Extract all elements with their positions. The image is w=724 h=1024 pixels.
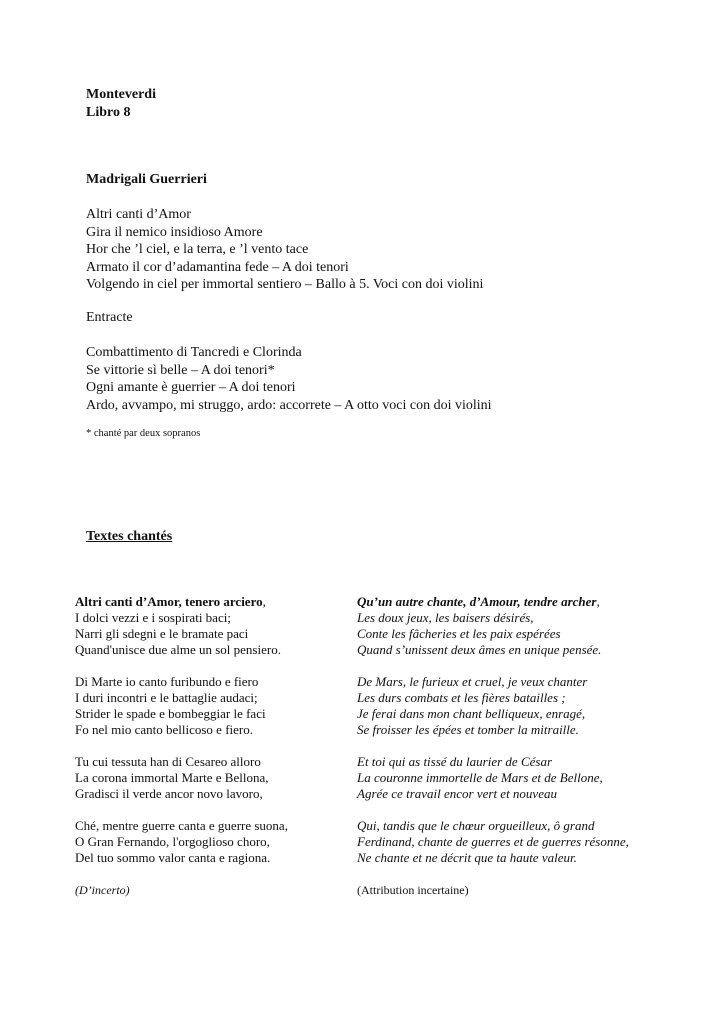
first-line-punct: , — [262, 594, 266, 609]
italian-lyrics — [75, 594, 335, 898]
lyric-line: Se froisser les épées et tomber la mitraille. — [357, 722, 579, 737]
lyric-line: La couronne immortelle de Mars et de Bellone, — [357, 770, 603, 785]
lyric-line: La corona immortal Marte e Bellona, — [75, 770, 269, 785]
lyric-line: O Gran Fernando, l'orgoglioso choro, — [75, 834, 270, 849]
lyric-line: Fo nel mio canto bellicoso e fiero. — [75, 722, 253, 737]
french-stanza-1 — [357, 594, 677, 658]
lyric-line: De Mars, le furieux et cruel, je veux chanter — [357, 674, 588, 689]
lyric-line: Quand s’unissent deux âmes en unique pensée. — [357, 642, 602, 657]
lyric-line: I duri incontri e le battaglie audaci; — [75, 690, 258, 705]
french-stanza-4 — [357, 818, 677, 866]
italian-attribution: (D’incerto) — [75, 883, 130, 897]
textes-title: Textes chantés — [86, 529, 173, 544]
program-item: Se vittorie sì belle – A doi tenori* — [86, 362, 275, 378]
lyric-line: Narri gli sdegni e le bramate paci — [75, 626, 249, 641]
lyric-line: Qui, tandis que le chœur orgueilleux, ô grand — [357, 818, 595, 833]
lyric-line: Strider le spade e bombeggiar le faci — [75, 706, 266, 721]
french-translation — [357, 594, 677, 898]
italian-stanza-1 — [75, 594, 335, 658]
program-item: Armato il cor d’adamantina fede – A doi tenori — [86, 259, 349, 275]
program-item: Ogni amante è guerrier – A doi tenori — [86, 380, 296, 395]
lyric-line: Les durs combats et les fières batailles ; — [357, 690, 566, 705]
program-part1 — [86, 206, 483, 294]
lyric-line: Les doux jeux, les baisers désirés, — [357, 610, 534, 625]
program-item: Altri canti d’Amor — [86, 207, 191, 222]
lyric-line: Ferdinand, chante de guerres et de guerres résonne, — [357, 834, 629, 849]
italian-stanza-2 — [75, 674, 335, 738]
lyric-line: Di Marte io canto furibundo e fiero — [75, 674, 259, 689]
footnote: * chanté par deux sopranos — [86, 428, 201, 439]
document-header — [86, 86, 156, 122]
first-line-punct: , — [596, 594, 600, 609]
lyric-line: Quand'unisce due alme un sol pensiero. — [75, 642, 281, 657]
lyric-line: Tu cui tessuta han di Cesareo alloro — [75, 754, 261, 769]
program-item: Gira il nemico insidioso Amore — [86, 224, 263, 240]
french-stanza-2 — [357, 674, 677, 738]
lyric-line: I dolci vezzi e i sospirati baci; — [75, 610, 231, 625]
program-title: Madrigali Guerrieri — [86, 172, 207, 187]
program-item: Volgendo in ciel per immortal sentiero – Ballo à 5. Voci con doi violini — [86, 277, 484, 292]
lyric-line: Et toi qui as tissé du laurier de César — [357, 754, 552, 769]
lyric-line: Je ferai dans mon chant belliqueux, enragé, — [357, 706, 586, 721]
lyric-line: Del tuo sommo valor canta e ragiona. — [75, 850, 271, 865]
entracte-label: Entracte — [86, 310, 133, 325]
composer-name: Monteverdi — [86, 87, 156, 102]
program-item: Combattimento di Tancredi e Clorinda — [86, 345, 302, 360]
lyric-line: Ne chante et ne décrit que ta haute valeur. — [357, 850, 577, 865]
program-part2 — [86, 344, 492, 414]
lyric-line — [75, 594, 335, 610]
lyric-line: Ché, mentre guerre canta e guerre suona, — [75, 818, 288, 833]
italian-stanza-4 — [75, 818, 335, 866]
italian-stanza-3 — [75, 754, 335, 802]
program-item: Hor che ’l ciel, e la terra, e ’l vento tace — [86, 242, 309, 257]
lyric-line: Agrée ce travail encor vert et nouveau — [357, 786, 557, 801]
lyric-line — [357, 594, 677, 610]
lyric-line: Conte les fâcheries et les paix espérées — [357, 626, 561, 641]
first-line-bold: Qu’un autre chante, d’Amour, tendre archer — [357, 594, 597, 609]
french-stanza-3 — [357, 754, 677, 802]
program-item: Ardo, avvampo, mi struggo, ardo: accorrete – A otto voci con doi violini — [86, 397, 492, 413]
first-line-bold: Altri canti d’Amor, tenero arciero — [75, 594, 263, 609]
french-attribution: (Attribution incertaine) — [357, 883, 469, 897]
book-number: Libro 8 — [86, 105, 131, 120]
lyric-line: Gradisci il verde ancor novo lavoro, — [75, 786, 263, 801]
